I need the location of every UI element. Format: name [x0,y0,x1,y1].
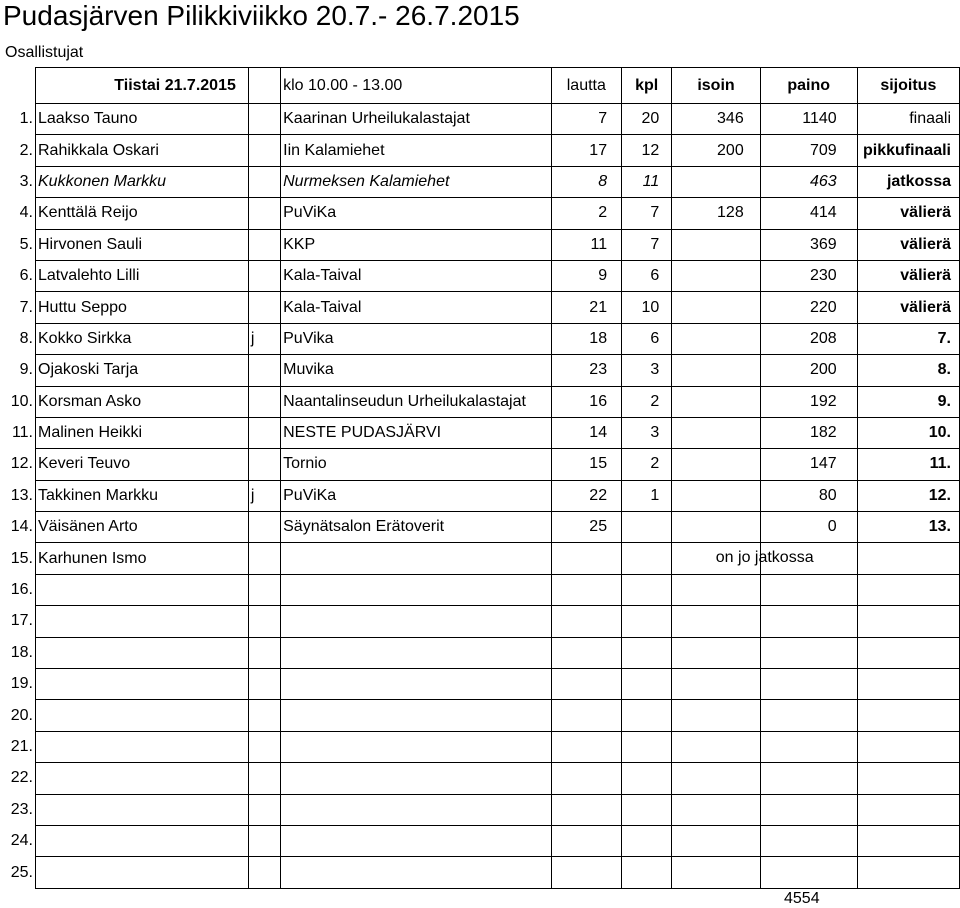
cell-kpl [622,669,672,700]
cell-isoin [672,260,760,291]
cell-j [248,700,280,731]
cell-club: Nurmeksen Kalamiehet [281,166,551,197]
cell-paino: 80 [760,480,857,511]
cell-sijoitus: välierä [857,260,959,291]
header-kpl: kpl [622,68,672,104]
cell-kpl [622,606,672,637]
cell-isoin: 346 [672,104,760,135]
cell-lautta: 21 [551,292,622,323]
total-weight: 4554 [784,890,820,907]
table-row [4,104,960,135]
cell-club: Kaarinan Urheilukalastajat [281,104,551,135]
cell-name: Karhunen Ismo [36,543,249,574]
cell-sijoitus [857,606,959,637]
cell-kpl: 6 [622,260,672,291]
cell-num: 19. [10,675,33,693]
cell-paino: 369 [760,229,857,260]
cell-name: Rahikkala Oskari [36,135,249,166]
cell-num: 17. [10,612,33,630]
cell-isoin [672,825,760,856]
cell-num: 13. [10,486,33,504]
table-header-row [4,68,960,104]
cell-lautta: 25 [551,512,622,543]
cell-sijoitus: 10. [857,417,959,448]
cell-num: 23. [10,800,33,818]
cell-name: Ojakoski Tarja [36,355,249,386]
cell-paino [760,794,857,825]
table-row [4,166,960,197]
table-row [4,543,960,574]
cell-num: 16. [10,581,33,599]
cell-club: Kala-Taival [281,292,551,323]
cell-j: j [248,323,280,354]
cell-kpl: 7 [622,198,672,229]
cell-j [248,104,280,135]
cell-j [248,543,280,574]
cell-name [36,857,249,888]
cell-paino: 208 [760,323,857,354]
cell-num: 8. [19,329,33,347]
cell-lautta [551,637,622,668]
cell-name [36,574,249,605]
cell-lautta: 8 [551,166,622,197]
cell-sijoitus: 11. [857,449,959,480]
table-row [4,763,960,794]
cell-kpl [622,794,672,825]
cell-j [248,606,280,637]
cell-kpl [622,825,672,856]
table-row [4,260,960,291]
cell-lautta [551,669,622,700]
cell-paino: 230 [760,260,857,291]
cell-isoin [672,637,760,668]
row-15-note: on jo jatkossa [715,548,814,566]
cell-j [248,417,280,448]
cell-name [36,700,249,731]
header-sijoitus: sijoitus [857,68,959,104]
cell-kpl: 3 [622,417,672,448]
cell-lautta: 18 [551,323,622,354]
cell-kpl: 10 [622,292,672,323]
cell-kpl: 12 [622,135,672,166]
header-isoin: isoin [672,68,760,104]
participants-table [4,67,960,889]
cell-club: PuViKa [281,480,551,511]
cell-num: 24. [10,832,33,850]
cell-isoin [672,669,760,700]
cell-paino: 182 [760,417,857,448]
cell-num: 21. [10,738,33,755]
cell-club: Naantalinseudun Urheilukalastajat [281,386,551,417]
cell-paino [760,731,857,762]
cell-num: 1. [19,110,33,128]
cell-kpl: 6 [622,323,672,354]
cell-kpl: 2 [622,386,672,417]
cell-paino: 0 [760,512,857,543]
cell-lautta: 2 [551,198,622,229]
cell-j [248,386,280,417]
cell-name [36,825,249,856]
cell-lautta [551,794,622,825]
cell-kpl [622,543,672,574]
cell-name [36,637,249,668]
cell-kpl [622,637,672,668]
cell-name [36,669,249,700]
cell-club: Muvika [281,355,551,386]
table-row [4,857,960,888]
cell-name [36,606,249,637]
cell-num: 4. [19,204,33,222]
cell-lautta: 11 [551,229,622,260]
cell-j [248,574,280,605]
cell-name [36,763,249,794]
cell-sijoitus: 12. [857,480,959,511]
cell-lautta: 9 [551,260,622,291]
cell-club [281,700,551,731]
cell-lautta [551,763,622,794]
cell-isoin [672,606,760,637]
table-row [4,574,960,605]
cell-club [281,794,551,825]
cell-name: Keveri Teuvo [36,449,249,480]
cell-j [248,637,280,668]
table-row [4,669,960,700]
cell-kpl: 11 [622,166,672,197]
cell-num: 14. [10,518,33,536]
cell-club [281,857,551,888]
cell-club [281,574,551,605]
cell-paino: 463 [760,166,857,197]
cell-paino: 192 [760,386,857,417]
cell-sijoitus: pikkufinaali [857,135,959,166]
page-title: Pudasjärven Pilikkiviikko 20.7.- 26.7.2015 [3,0,520,31]
table-row [4,135,960,166]
table-row [4,417,960,448]
subtitle: Osallistujat [5,44,84,61]
cell-num: 9. [19,361,33,379]
cell-lautta [551,825,622,856]
cell-isoin [672,166,760,197]
cell-j [248,166,280,197]
cell-j [248,355,280,386]
cell-club: NESTE PUDASJÄRVI [281,417,551,448]
cell-sijoitus: finaali [857,104,959,135]
cell-j [248,260,280,291]
cell-lautta [551,606,622,637]
cell-sijoitus [857,857,959,888]
cell-j [248,794,280,825]
cell-sijoitus [857,543,959,574]
cell-kpl: 2 [622,449,672,480]
cell-isoin [672,574,760,605]
table-row [4,731,960,762]
cell-kpl [622,731,672,762]
cell-num: 25. [10,863,33,881]
cell-name: Malinen Heikki [36,417,249,448]
cell-paino: 147 [760,449,857,480]
table-row [4,794,960,825]
cell-j [248,763,280,794]
cell-isoin [672,512,760,543]
cell-sijoitus: 7. [857,323,959,354]
cell-paino: 709 [760,135,857,166]
cell-isoin [672,229,760,260]
cell-club: PuViKa [281,198,551,229]
cell-lautta: 7 [551,104,622,135]
cell-paino: 200 [760,355,857,386]
cell-lautta: 17 [551,135,622,166]
cell-paino [760,857,857,888]
cell-paino: 1140 [760,104,857,135]
cell-lautta [551,574,622,605]
cell-isoin [672,323,760,354]
cell-num: 11. [11,424,33,442]
cell-kpl: 3 [622,355,672,386]
table-row [4,480,960,511]
cell-isoin [672,700,760,731]
header-time: klo 10.00 - 13.00 [281,68,551,104]
header-day: Tiistai 21.7.2015 [36,68,249,104]
cell-club: PuVika [281,323,551,354]
cell-sijoitus: 13. [857,512,959,543]
cell-isoin [672,857,760,888]
cell-num: 7. [19,298,33,316]
cell-kpl [622,512,672,543]
cell-num: 20. [10,706,33,724]
cell-club [281,669,551,700]
cell-lautta: 15 [551,449,622,480]
cell-lautta: 23 [551,355,622,386]
cell-isoin [672,417,760,448]
cell-paino [760,669,857,700]
cell-isoin [672,386,760,417]
table-row [4,449,960,480]
cell-kpl: 20 [622,104,672,135]
cell-club [281,763,551,794]
cell-club [281,543,551,574]
cell-lautta [551,543,622,574]
cell-club: Iin Kalamiehet [281,135,551,166]
table-row [4,355,960,386]
cell-j [248,731,280,762]
cell-isoin [672,794,760,825]
cell-isoin [672,355,760,386]
cell-club: KKP [281,229,551,260]
cell-sijoitus: välierä [857,198,959,229]
cell-club: Säynätsalon Erätoverit [281,512,551,543]
cell-name: Huttu Seppo [36,292,249,323]
cell-kpl [622,700,672,731]
cell-name: Hirvonen Sauli [36,229,249,260]
cell-j [248,825,280,856]
cell-name [36,794,249,825]
cell-lautta: 16 [551,386,622,417]
cell-name: Kenttälä Reijo [36,198,249,229]
cell-paino [760,606,857,637]
table-row [4,292,960,323]
cell-sijoitus: välierä [857,229,959,260]
cell-sijoitus: välierä [857,292,959,323]
cell-lautta [551,731,622,762]
table-row [4,323,960,354]
cell-num: 18. [10,643,33,661]
cell-num: 22. [10,769,33,787]
cell-j [248,198,280,229]
table-row [4,386,960,417]
cell-j: j [248,480,280,511]
cell-j [248,449,280,480]
cell-club [281,637,551,668]
cell-sijoitus [857,763,959,794]
cell-name: Laakso Tauno [36,104,249,135]
cell-club [281,825,551,856]
cell-j [248,669,280,700]
cell-kpl: 7 [622,229,672,260]
cell-j [248,135,280,166]
cell-name: Kokko Sirkka [36,323,249,354]
cell-kpl [622,763,672,794]
cell-name [36,731,249,762]
table-row [4,637,960,668]
cell-name: Korsman Asko [36,386,249,417]
cell-name: Latvalehto Lilli [36,260,249,291]
cell-club: Kala-Taival [281,260,551,291]
cell-lautta: 22 [551,480,622,511]
cell-isoin: 200 [672,135,760,166]
cell-sijoitus [857,731,959,762]
cell-isoin [672,292,760,323]
cell-name: Väisänen Arto [36,512,249,543]
table-row [4,229,960,260]
cell-sijoitus [857,825,959,856]
cell-j [248,857,280,888]
cell-sijoitus [857,700,959,731]
cell-num: 6. [19,267,33,285]
cell-sijoitus [857,794,959,825]
cell-lautta [551,700,622,731]
cell-lautta [551,857,622,888]
header-num [4,68,36,104]
cell-sijoitus: 9. [857,386,959,417]
header-j [248,68,280,104]
cell-name: Takkinen Markku [36,480,249,511]
cell-sijoitus: jatkossa [857,166,959,197]
cell-paino [760,574,857,605]
cell-paino [760,763,857,794]
table-row [4,512,960,543]
cell-isoin: 128 [672,198,760,229]
cell-j [248,292,280,323]
table-row [4,198,960,229]
cell-name: Kukkonen Markku [36,166,249,197]
cell-j [248,512,280,543]
cell-j [248,229,280,260]
cell-kpl [622,857,672,888]
cell-num: 2. [19,141,33,159]
cell-num: 12. [10,455,33,473]
cell-isoin [672,449,760,480]
cell-num: 5. [19,235,33,253]
cell-paino: 414 [760,198,857,229]
cell-club [281,731,551,762]
cell-sijoitus [857,637,959,668]
cell-kpl [622,574,672,605]
cell-club [281,606,551,637]
cell-paino: 220 [760,292,857,323]
table-row [4,606,960,637]
cell-paino [760,637,857,668]
cell-sijoitus: 8. [857,355,959,386]
cell-num: 15. [10,549,33,567]
cell-sijoitus [857,669,959,700]
header-lautta: lautta [551,68,622,104]
cell-lautta: 14 [551,417,622,448]
table-row [4,700,960,731]
cell-kpl: 1 [622,480,672,511]
cell-paino [760,825,857,856]
cell-sijoitus [857,574,959,605]
cell-num: 3. [19,172,33,190]
cell-paino [760,700,857,731]
cell-club: Tornio [281,449,551,480]
header-paino: paino [760,68,857,104]
cell-isoin [672,480,760,511]
table-row [4,825,960,856]
cell-num: 10. [10,392,33,410]
cell-isoin [672,763,760,794]
cell-isoin [672,731,760,762]
